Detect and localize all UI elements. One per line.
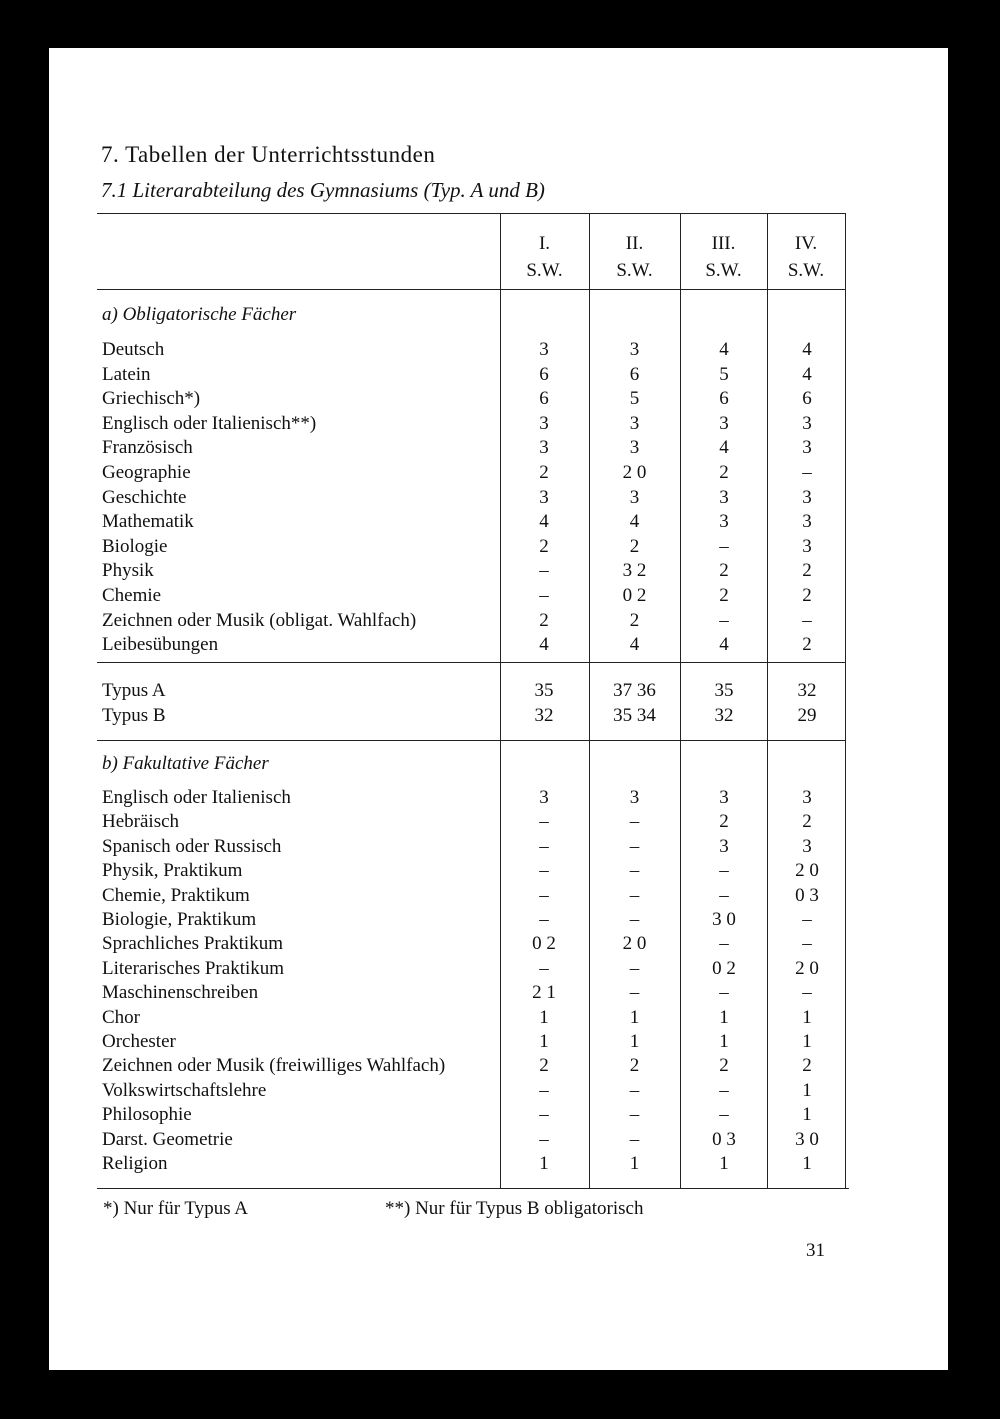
table-row (49, 364, 948, 389)
cell-col-1: – (539, 835, 549, 857)
cell-col-4: 1 (802, 1079, 812, 1101)
cell-col-3: 2 (719, 811, 729, 833)
cell-col-3: 4 (719, 634, 729, 656)
table-row (49, 560, 948, 585)
cell-col-4: 1 (802, 1006, 812, 1028)
row-label: Zeichnen oder Musik (obligat. Wahlfach) (102, 609, 417, 631)
row-label: Physik (102, 560, 154, 582)
table-row (49, 339, 948, 364)
cell-col-4: 3 (802, 437, 812, 459)
cell-col-3: 3 (719, 511, 729, 533)
cell-col-3: 0 2 (712, 957, 736, 979)
row-label: Typus B (102, 705, 166, 726)
cell-col-2: 5 (629, 388, 640, 410)
cell-col-1: 1 (539, 1031, 549, 1052)
cell-col-4: – (802, 909, 812, 930)
cell-col-4: 3 (802, 412, 812, 434)
column-header-4-year: IV. (794, 233, 818, 254)
row-label: Biologie (102, 535, 168, 557)
cell-col-2: 35 34 (613, 705, 656, 726)
cell-col-2: 3 (629, 339, 640, 360)
cell-col-1: – (539, 957, 549, 979)
cell-col-1: 2 (539, 535, 549, 557)
cell-col-4: 1 (802, 1104, 812, 1126)
cell-col-1: 3 (539, 486, 549, 508)
header-bottom-rule (97, 289, 846, 290)
table-row (49, 836, 948, 861)
row-label: Maschinenschreiben (102, 982, 259, 1004)
cell-col-1: 2 (539, 1055, 549, 1077)
cell-col-3: 3 (719, 787, 729, 808)
cell-col-2: 1 (629, 1031, 640, 1052)
row-label: Chemie (102, 585, 162, 606)
table-row (49, 1104, 948, 1129)
cell-col-4: 29 (797, 705, 817, 726)
cell-col-2: – (629, 860, 640, 882)
table-row (49, 487, 948, 512)
table-subheading: 7.1 Literarabteilung des Gymnasiums (Typ. A und B) (101, 178, 545, 202)
row-label: Physik, Praktikum (102, 860, 243, 882)
row-label: Orchester (102, 1031, 176, 1052)
footnote-typus-b: **) Nur für Typus B obligatorisch (385, 1198, 644, 1219)
cell-col-3: 35 (714, 680, 734, 701)
cell-col-4: 3 (802, 787, 812, 808)
cell-col-2: 4 (629, 511, 640, 533)
row-label: Englisch oder Italienisch (102, 787, 291, 808)
cell-col-1: – (539, 884, 549, 906)
row-label: Geographie (102, 462, 191, 483)
cell-col-3: 1 (719, 1031, 729, 1052)
column-header-1-unit: S.W. (526, 260, 563, 281)
cell-col-4: 3 (802, 835, 812, 857)
cell-col-4: 3 0 (795, 1128, 819, 1150)
cell-col-2: 3 (629, 437, 640, 459)
cell-col-1: – (539, 860, 549, 882)
cell-col-3: – (719, 884, 729, 906)
column-header-3 (680, 230, 767, 284)
table-row (49, 610, 948, 635)
section-b-title: b) Fakultative Fächer (102, 753, 269, 774)
cell-col-1: 3 (539, 339, 549, 360)
document-page (49, 48, 948, 1370)
table-row (49, 536, 948, 561)
column-header-2-year: II. (625, 233, 644, 254)
cell-col-3: 3 (719, 412, 729, 434)
cell-col-1: – (539, 811, 549, 833)
column-header-1 (500, 230, 589, 284)
cell-col-1: – (539, 560, 549, 582)
row-label: Französisch (102, 437, 193, 459)
cell-col-2: – (629, 1079, 640, 1101)
cell-col-4: – (802, 982, 812, 1004)
row-label: Religion (102, 1153, 168, 1174)
table-row (49, 634, 948, 659)
cell-col-4: 3 (802, 535, 812, 557)
cell-col-2: 37 36 (613, 680, 656, 701)
cell-col-1: 2 1 (532, 982, 556, 1004)
column-header-3-unit: S.W. (705, 260, 742, 281)
table-row (49, 958, 948, 983)
cell-col-2: 6 (629, 363, 640, 385)
cell-col-4: 1 (802, 1153, 812, 1174)
row-label: Biologie, Praktikum (102, 909, 257, 930)
cell-col-3: 1 (719, 1006, 729, 1028)
cell-col-2: 2 0 (622, 462, 647, 483)
cell-col-2: – (629, 1128, 640, 1150)
totals-bottom-rule (97, 740, 846, 741)
cell-col-4: 1 (802, 1031, 812, 1052)
section-a-title: a) Obligatorische Fächer (102, 304, 297, 325)
cell-col-4: 2 (802, 634, 812, 656)
row-label: Geschichte (102, 486, 187, 508)
table-row (49, 437, 948, 462)
cell-col-3: 2 (719, 585, 729, 606)
table-row (49, 585, 948, 610)
column-header-3-year: III. (711, 233, 736, 254)
column-header-2 (589, 230, 680, 284)
cell-col-1: – (539, 909, 549, 930)
table-row (49, 933, 948, 958)
table-row (49, 811, 948, 836)
row-label: Sprachliches Praktikum (102, 933, 283, 955)
table-row (49, 413, 948, 438)
table-row (49, 388, 948, 413)
cell-col-3: 2 (719, 1055, 729, 1077)
cell-col-2: 3 2 (622, 560, 647, 582)
cell-col-3: – (719, 609, 729, 631)
cell-col-3: – (719, 933, 729, 955)
cell-col-4: 4 (802, 339, 812, 360)
row-label: Deutsch (102, 339, 165, 360)
cell-col-2: 2 0 (622, 933, 647, 955)
row-label: Chor (102, 1006, 140, 1028)
cell-col-2: 1 (629, 1006, 640, 1028)
table-row (49, 787, 948, 812)
cell-col-3: 32 (714, 705, 734, 726)
table-row (49, 909, 948, 934)
cell-col-1: – (539, 1079, 549, 1101)
table-row (49, 1129, 948, 1154)
table-row (49, 462, 948, 487)
cell-col-1: 3 (539, 412, 549, 434)
row-label: Leibesübungen (102, 634, 219, 656)
cell-col-1: – (539, 585, 549, 606)
cell-col-2: 2 (629, 609, 640, 631)
table-top-rule (97, 213, 846, 214)
cell-col-3: 4 (719, 339, 729, 360)
table-row (49, 860, 948, 885)
cell-col-2: – (629, 1104, 640, 1126)
row-label: Chemie, Praktikum (102, 884, 250, 906)
section-a-bottom-rule (97, 662, 846, 663)
row-label: Philosophie (102, 1104, 192, 1126)
cell-col-4: 3 (802, 486, 812, 508)
cell-col-3: 1 (719, 1153, 729, 1174)
cell-col-3: 4 (719, 437, 729, 459)
cell-col-2: 3 (629, 412, 640, 434)
cell-col-4: – (802, 933, 812, 955)
cell-col-1: 1 (539, 1006, 549, 1028)
cell-col-4: 3 (802, 511, 812, 533)
cell-col-2: – (629, 909, 640, 930)
cell-col-4: 2 (802, 585, 812, 606)
cell-col-4: 2 0 (795, 957, 819, 979)
cell-col-4: 4 (802, 363, 812, 385)
cell-col-3: 2 (719, 462, 729, 483)
cell-col-3: 0 3 (712, 1128, 736, 1150)
table-row (49, 1007, 948, 1032)
cell-col-1: 3 (539, 787, 549, 808)
column-header-2-unit: S.W. (616, 260, 653, 281)
cell-col-4: 2 (802, 811, 812, 833)
cell-col-1: 6 (539, 363, 549, 385)
cell-col-2: 3 (629, 787, 640, 808)
cell-col-1: 4 (539, 511, 549, 533)
row-label: Literarisches Praktikum (102, 957, 285, 979)
table-row (49, 1055, 948, 1080)
cell-col-4: 2 (802, 560, 812, 582)
cell-col-3: – (719, 860, 729, 882)
page-heading: 7. Tabellen der Unterrichtsstunden (101, 142, 436, 167)
row-label: Mathematik (102, 511, 194, 533)
cell-col-3: 3 (719, 486, 729, 508)
cell-col-1: 2 (539, 609, 549, 631)
cell-col-4: 0 3 (795, 884, 819, 906)
cell-col-4: 2 0 (795, 860, 819, 882)
table-row (49, 982, 948, 1007)
cell-col-1: 6 (539, 388, 549, 410)
row-label: Hebräisch (102, 811, 180, 833)
column-header-4-unit: S.W. (787, 260, 825, 281)
cell-col-3: 3 (719, 835, 729, 857)
cell-col-1: 0 2 (532, 933, 556, 955)
row-label: Spanisch oder Russisch (102, 835, 282, 857)
cell-col-4: – (802, 462, 812, 483)
cell-col-3: 2 (719, 560, 729, 582)
table-bottom-rule (97, 1188, 849, 1189)
column-header-1-year: I. (538, 233, 551, 254)
table-row (49, 1031, 948, 1056)
table-row (49, 680, 948, 705)
cell-col-2: – (629, 835, 640, 857)
row-label: Zeichnen oder Musik (freiwilliges Wahlfach) (102, 1055, 446, 1077)
cell-col-4: 32 (797, 680, 817, 701)
cell-col-3: 6 (719, 388, 729, 410)
page-number: 31 (806, 1240, 825, 1261)
cell-col-3: 3 0 (712, 909, 736, 930)
table-row (49, 885, 948, 910)
cell-col-3: – (719, 535, 729, 557)
table-row (49, 1080, 948, 1105)
cell-col-3: 5 (719, 363, 729, 385)
row-label: Latein (102, 363, 151, 385)
footnote-typus-a: *) Nur für Typus A (103, 1198, 249, 1219)
cell-col-2: 0 2 (622, 585, 647, 606)
cell-col-4: – (802, 609, 812, 631)
cell-col-4: 2 (802, 1055, 812, 1077)
table-row (49, 1153, 948, 1178)
cell-col-3: – (719, 982, 729, 1004)
table-row (49, 511, 948, 536)
row-label: Typus A (102, 680, 166, 701)
cell-col-2: 2 (629, 535, 640, 557)
cell-col-1: 32 (534, 705, 554, 726)
table-row (49, 705, 948, 730)
cell-col-2: 3 (629, 486, 640, 508)
cell-col-1: – (539, 1104, 549, 1126)
cell-col-3: – (719, 1079, 729, 1101)
cell-col-1: 1 (539, 1153, 549, 1174)
cell-col-2: – (629, 957, 640, 979)
cell-col-1: – (539, 1128, 549, 1150)
row-label: Griechisch*) (102, 388, 201, 410)
cell-col-1: 35 (534, 680, 554, 701)
cell-col-4: 6 (802, 388, 812, 410)
row-label: Volkswirtschaftslehre (102, 1079, 267, 1101)
cell-col-2: – (629, 982, 640, 1004)
cell-col-1: 3 (539, 437, 549, 459)
cell-col-2: 2 (629, 1055, 640, 1077)
cell-col-1: 4 (539, 634, 549, 656)
cell-col-3: – (719, 1104, 729, 1126)
column-header-4 (767, 230, 845, 284)
cell-col-2: – (629, 884, 640, 906)
cell-col-2: 4 (629, 634, 640, 656)
row-label: Darst. Geometrie (102, 1128, 233, 1150)
row-label: Englisch oder Italienisch**) (102, 412, 317, 434)
cell-col-1: 2 (539, 462, 549, 483)
cell-col-2: 1 (629, 1153, 640, 1174)
cell-col-2: – (629, 811, 640, 833)
